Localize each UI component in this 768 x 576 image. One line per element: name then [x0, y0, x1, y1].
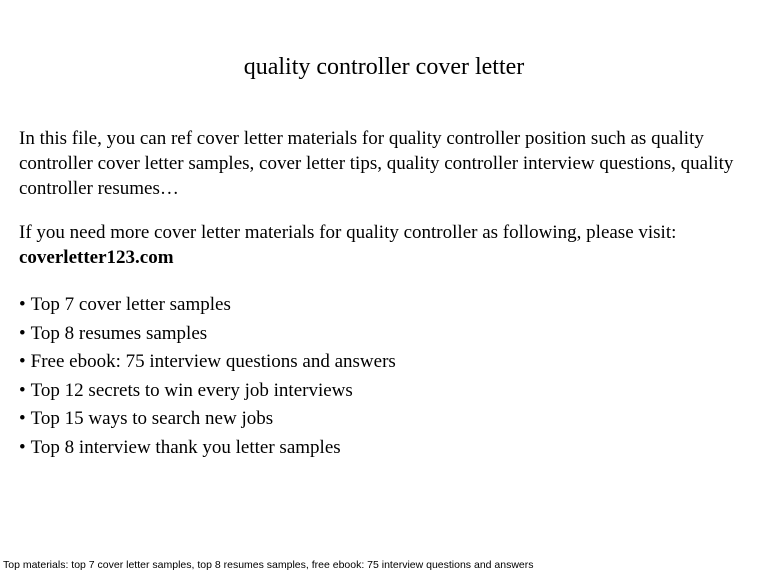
- footer-text: Top materials: top 7 cover letter samples, top 8 resumes samples, free ebook: 75 interview questions and answers: [3, 559, 534, 571]
- list-item: [19, 320, 749, 349]
- materials-list: [19, 291, 749, 462]
- visit-paragraph: [19, 220, 749, 270]
- bullet-icon: •: [19, 379, 26, 401]
- visit-text: If you need more cover letter materials for quality controller as following, please visit:: [19, 222, 677, 243]
- bullet-icon: •: [19, 294, 26, 315]
- list-item: [19, 377, 749, 406]
- intro-paragraph: In this file, you can ref cover letter materials for quality controller position such as quality controller cover letter samples, cover letter tips, quality controller interview questions, quality controller resumes…: [19, 128, 734, 199]
- bullet-icon: •: [19, 408, 26, 429]
- list-item-label: Top 12 secrets to win every job interviews: [30, 379, 353, 401]
- bullet-icon: •: [19, 322, 26, 344]
- page-title: quality controller cover letter: [243, 54, 525, 80]
- list-item: [19, 348, 749, 377]
- list-item: [19, 291, 749, 320]
- site-link[interactable]: coverletter123.com: [19, 247, 174, 268]
- list-item-label: Free ebook: 75 interview questions and answers: [30, 351, 396, 372]
- list-item: [19, 405, 749, 434]
- list-item-label: Top 15 ways to search new jobs: [30, 408, 274, 429]
- list-item-label: Top 8 resumes samples: [30, 322, 208, 344]
- list-item-label: Top 8 interview thank you letter samples: [30, 436, 341, 458]
- list-item-label: Top 7 cover letter samples: [30, 294, 231, 315]
- footer-bar: [0, 556, 768, 576]
- bullet-icon: •: [19, 436, 26, 458]
- bullet-icon: •: [19, 351, 26, 372]
- list-item: [19, 434, 749, 463]
